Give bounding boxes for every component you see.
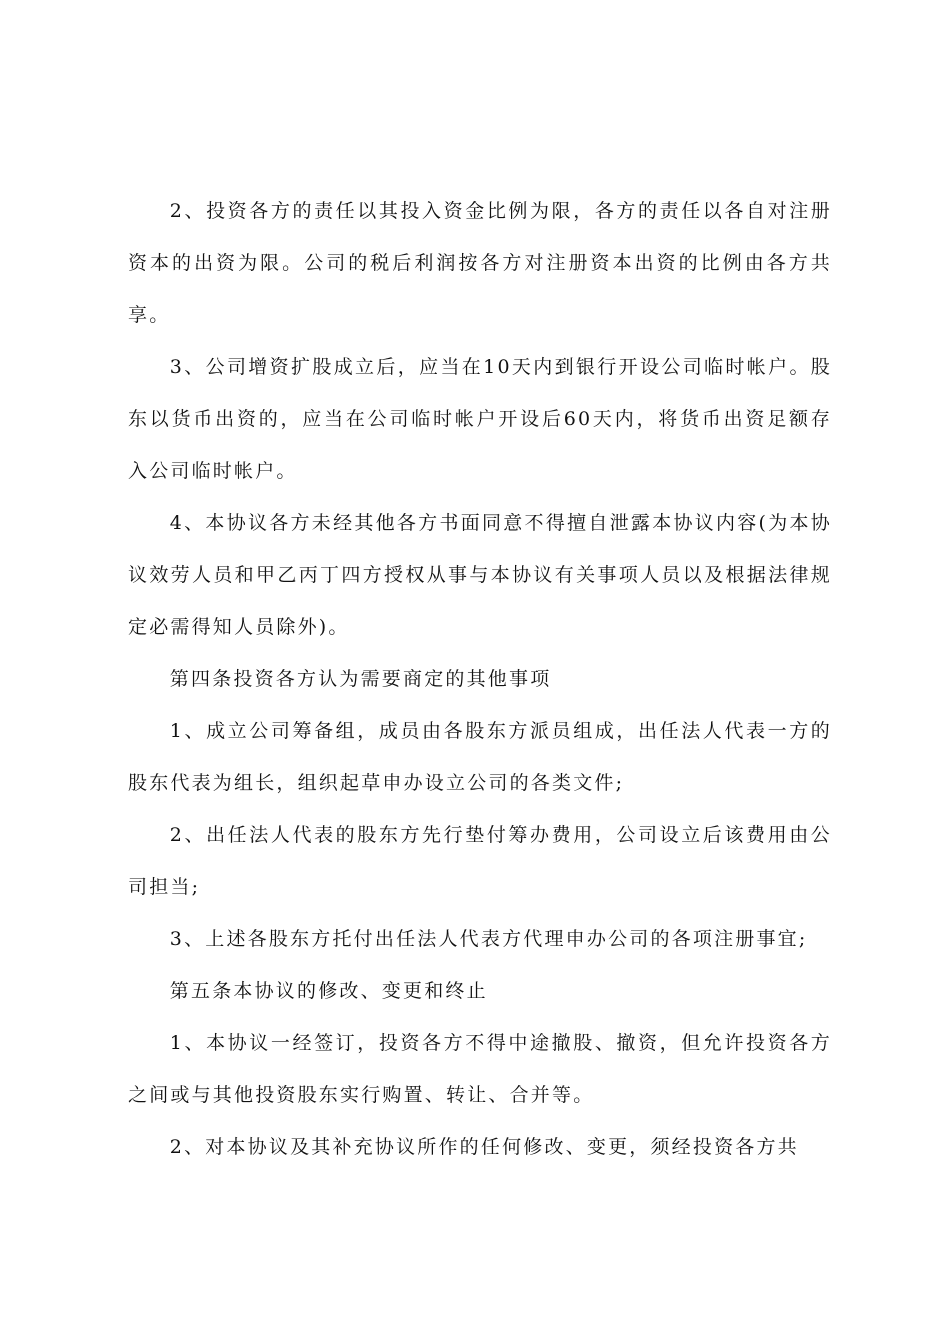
paragraph-article-5-item-2: 2、对本协议及其补充协议所作的任何修改、变更，须经投资各方共: [169, 1136, 799, 1158]
document-body: [128, 185, 832, 1173]
paragraph-article-4-item-3: 3、上述各股东方托付出任法人代表方代理申办公司的各项注册事宜;: [169, 928, 808, 950]
section-heading-article-4: 第四条投资各方认为需要商定的其他事项: [169, 668, 552, 690]
paragraph-clause-2: 2、投资各方的责任以其投入资金比例为限，各方的责任以各自对注册资本的出资为限。公司的税后利润按各方对注册资本出资的比例由各方共享。: [128, 200, 832, 326]
paragraph-clause-3: 3、公司增资扩股成立后，应当在10天内到银行开设公司临时帐户。股东以货币出资的，应当在公司临时帐户开设后60天内，将货币出资足额存入公司临时帐户。: [128, 356, 832, 482]
paragraph-article-5-item-1: 1、本协议一经签订，投资各方不得中途撤股、撤资，但允许投资各方之间或与其他投资股东实行购置、转让、合并等。: [128, 1032, 832, 1106]
paragraph-article-4-item-1: 1、成立公司筹备组，成员由各股东方派员组成，出任法人代表一方的股东代表为组长，组织起草申办设立公司的各类文件;: [128, 720, 832, 794]
paragraph-clause-4: 4、本协议各方未经其他各方书面同意不得擅自泄露本协议内容(为本协议效劳人员和甲乙丙丁四方授权从事与本协议有关事项人员以及根据法律规定必需得知人员除外)。: [128, 512, 832, 638]
section-heading-article-5: 第五条本协议的修改、变更和终止: [169, 980, 488, 1002]
paragraph-article-4-item-2: 2、出任法人代表的股东方先行垫付筹办费用，公司设立后该费用由公司担当;: [128, 824, 832, 898]
